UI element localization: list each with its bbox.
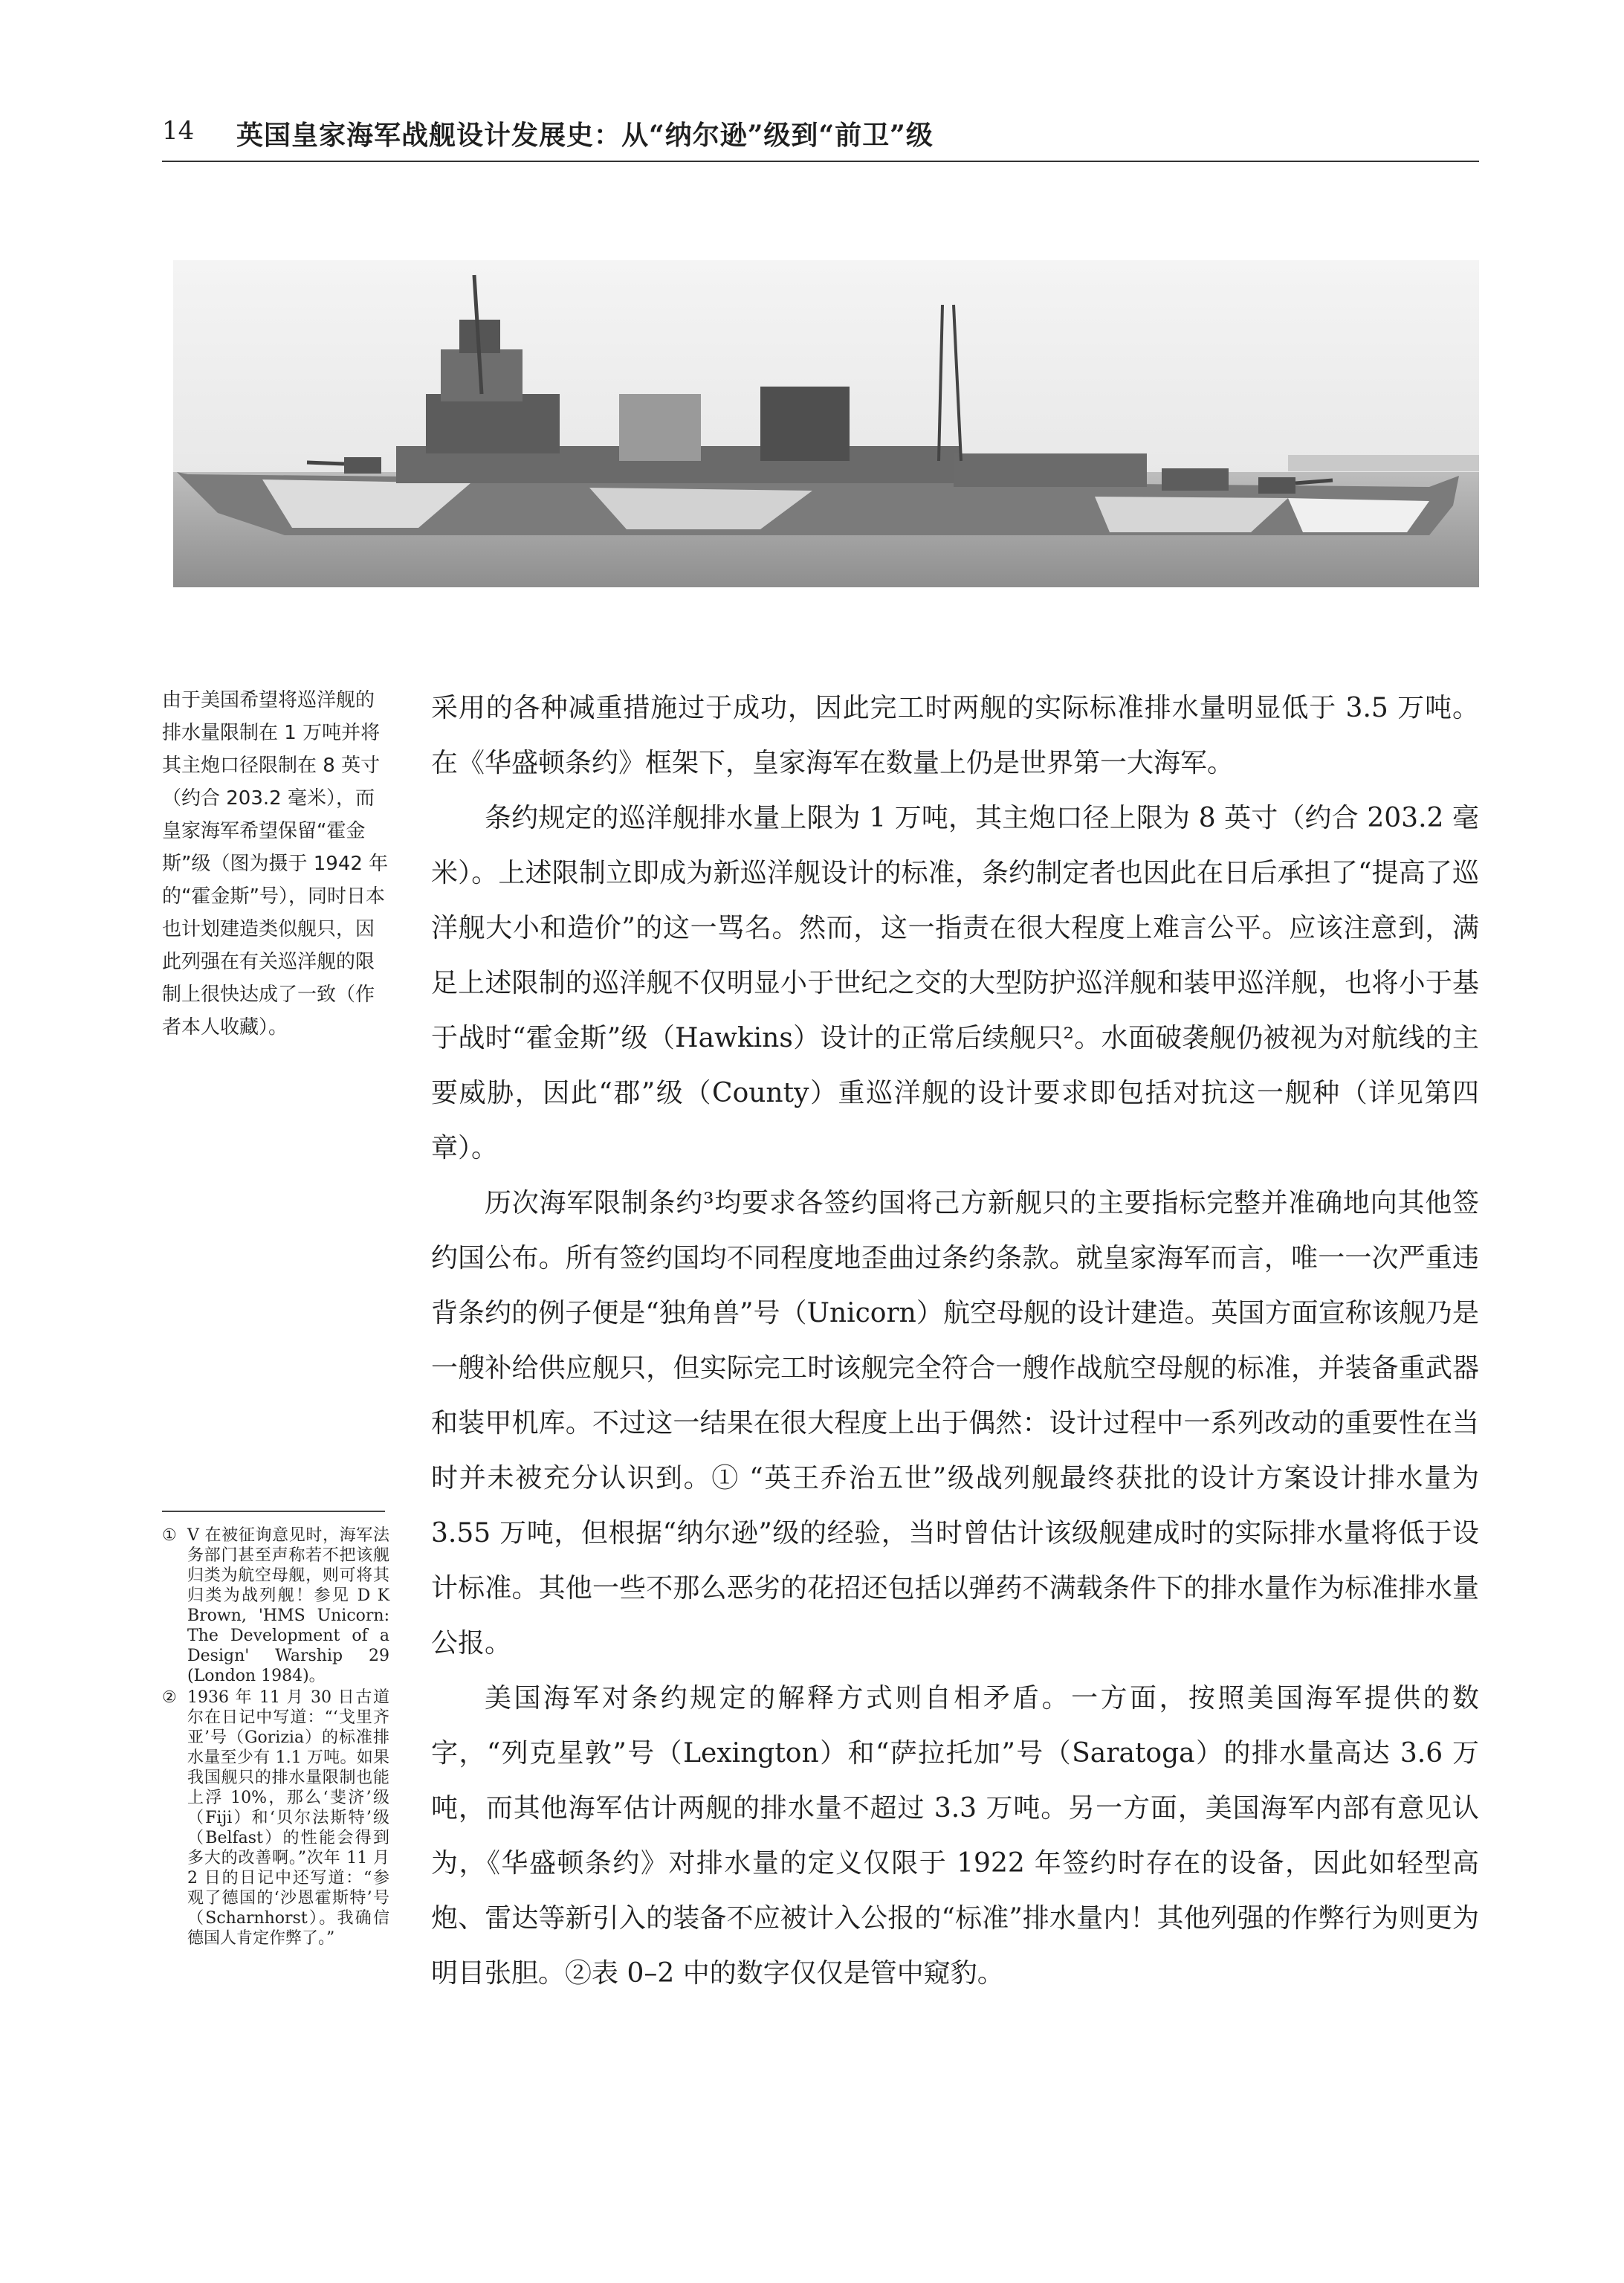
body-paragraph: 采用的各种减重措施过于成功，因此完工时两舰的实际标准排水量明显低于 3.5 万吨。在《华盛顿条约》框架下，皇家海军在数量上仍是世界第一大海军。 (431, 693, 1479, 778)
running-header (162, 112, 1479, 162)
page-number: 14 (162, 116, 195, 146)
footnote-item (162, 1688, 389, 1948)
running-title: 英国皇家海军战舰设计发展史：从“纳尔逊”级到“前卫”级 (236, 120, 934, 151)
warship-photo (173, 260, 1479, 587)
footnote-mark: ① (162, 1526, 177, 1545)
footnote-text: V 在被征询意见时，海军法务部门甚至声称若不把该舰归类为航空母舰，则可将其归类为战列舰！参见 D K Brown, 'HMS Unicorn: The Development of a Design' Warship 29 (London 1984)。 (187, 1526, 389, 1685)
warship-photo-icon (173, 260, 1479, 587)
footnote-text: 1936 年 11 月 30 日古道尔在日记中写道：“‘戈里齐亚’号（Gorizia）的标准排水量至少有 1.1 万吨。如果我国舰只的排水量限制也能上浮 10%，那么‘斐济’级（Fiji）和‘贝尔法斯特’级（Belfast）的性能会得到多大的改善啊。”次年 11 月 2 日的日记中还写道：“参观了德国的‘沙恩霍斯特’号（Scharnhorst）。我确信德国人肯定作弊了。” (187, 1688, 389, 1948)
photo-caption: 由于美国希望将巡洋舰的排水量限制在 1 万吨并将其主炮口径限制在 8 英寸（约合 203.2 毫米），而皇家海军希望保留“霍金斯”级（图为摄于 1942 年的“霍金斯”号），同时日本也计划建造类似舰只，因此列强在有关巡洋舰的限制上很快达成了一致（作者本人收藏）。 (162, 689, 389, 1039)
footnote-item (162, 1525, 389, 1686)
footnotes (162, 1525, 389, 1950)
footnote-mark: ② (162, 1688, 177, 1707)
body-paragraph: 历次海军限制条约³均要求各签约国将己方新舰只的主要指标完整并准确地向其他签约国公布。所有签约国均不同程度地歪曲过条约条款。就皇家海军而言，唯一一次严重违背条约的例子便是“独角兽”号（Unicorn）航空母舰的设计建造。英国方面宣称该舰乃是一艘补给供应舰只，但实际完工时该舰完全符合一艘作战航空母舰的标准，并装备重武器和装甲机库。不过这一结果在很大程度上出于偶然：设计过程中一系列改动的重要性在当时并未被充分认识到。① “英王乔治五世”级战列舰最终获批的设计方案设计排水量为 3.55 万吨，但根据“纳尔逊”级的经验，当时曾估计该级舰建成时的实际排水量将低于设计标准。其他一些不那么恶劣的花招还包括以弹药不满载条件下的排水量作为标准排水量公报。 (431, 1188, 1479, 1659)
footnote-divider (162, 1511, 385, 1512)
body-paragraph: 美国海军对条约规定的解释方式则自相矛盾。一方面，按照美国海军提供的数字，“列克星敦”号（Lexington）和“萨拉托加”号（Saratoga）的排水量高达 3.6 万吨，而其他海军估计两舰的排水量不超过 3.3 万吨。另一方面，美国海军内部有意见认为，《华盛顿条约》对排水量的定义仅限于 1922 年签约时存在的设备，因此如轻型高炮、雷达等新引入的装备不应被计入公报的“标准”排水量内！其他列强的作弊行为则更为明目张胆。②表 0–2 中的数字仅仅是管中窥豹。 (431, 1683, 1479, 1989)
main-text (431, 681, 1479, 2001)
body-paragraph: 条约规定的巡洋舰排水量上限为 1 万吨，其主炮口径上限为 8 英寸（约合 203.2 毫米）。上述限制立即成为新巡洋舰设计的标准，条约制定者也因此在日后承担了“提高了巡洋舰大小和造价”的这一骂名。然而，这一指责在很大程度上难言公平。应该注意到，满足上述限制的巡洋舰不仅明显小于世纪之交的大型防护巡洋舰和装甲巡洋舰，也将小于基于战时“霍金斯”级（Hawkins）设计的正常后续舰只²。水面破袭舰仍被视为对航线的主要威胁，因此“郡”级（County）重巡洋舰的设计要求即包括对抗这一舰种（详见第四章）。 (431, 803, 1479, 1163)
